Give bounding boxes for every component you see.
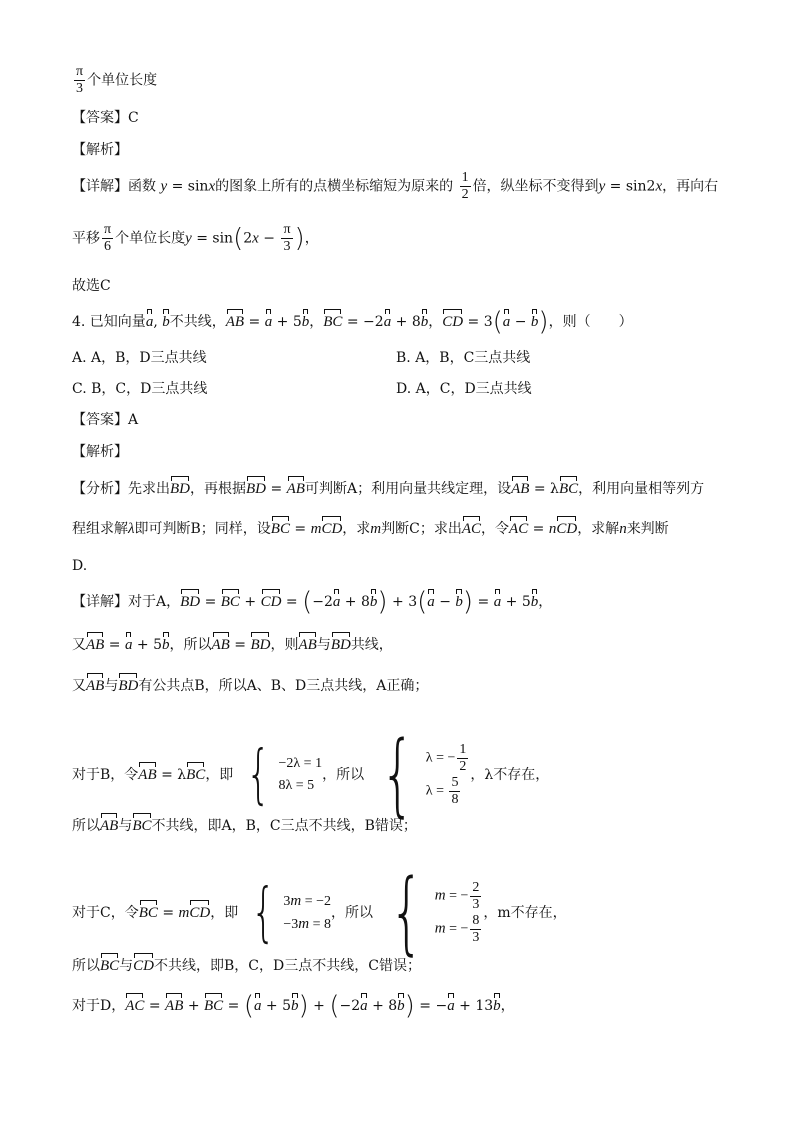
detail-1: 【详解】函数 y = sinx的图象上所有的点横坐标缩短为原来的 $\frac{1}{2}$ 倍，纵坐标不变得到y = sin2x，再向右 <box>72 170 719 202</box>
text: 共线， <box>350 637 393 653</box>
fraction-pi-3: $\frac{\pi}{3}$ <box>76 64 84 96</box>
text: 有公共点B，所以A、B、D三点共线，A正确； <box>138 678 429 694</box>
analysis-para-1: 【分析】先求出BD，再根据BD = AB可判断A；利用向量共线定理，设AB = λBC，利用向量相等列方 <box>72 481 705 497</box>
text: 所以 <box>72 958 100 974</box>
detail-c: 对于C，令BC = mCD，即 { 3m = −2 −3m = 8 ，所以 { m = − $\frac{2}{3}$ m = − $\frac{8}{3}$ ，m不存在， <box>72 860 567 965</box>
text: ，再根据 <box>190 481 246 497</box>
text: 即可判断B；同样，设 <box>134 521 271 537</box>
fraction-half: $\frac{1}{2}$ <box>461 170 469 202</box>
text: ，所以 <box>322 767 365 783</box>
analysis-para-3: D. <box>72 558 88 574</box>
text: 不共线，即B，C，D三点不共线，C错误； <box>154 958 421 974</box>
answer-1: 【答案】C <box>72 110 139 126</box>
text: 与 <box>104 678 119 694</box>
option-d: D. A，C，D三点共线 <box>396 381 532 397</box>
text: 的图象上所有的点横坐标缩短为原来的 <box>215 178 454 195</box>
option-b: B. A，B，C三点共线 <box>396 350 531 366</box>
text: 【分析】先求出 <box>72 481 170 497</box>
detail-b: 对于B，令AB = λBC，即 { −2λ = 1 8λ = 5 ，所以 { λ = − $\frac{1}{2}$ λ = $\frac{5}{8}$ ，λ不存在， <box>72 722 550 827</box>
text: 对于C，令 <box>72 905 139 921</box>
detail-a-2: 又AB = a + 5b，所以AB = BD，则AB与BD共线， <box>72 637 393 653</box>
text: 又 <box>72 678 86 694</box>
fraction-pi-6: $\frac{\pi}{6}$ <box>104 222 112 254</box>
text: 个单位长度 <box>87 72 158 89</box>
fraction-pi-3b: $\frac{\pi}{3}$ <box>283 222 291 254</box>
conclusion: 故选C <box>72 278 111 294</box>
text: ，利用向量相等列方 <box>578 481 705 497</box>
detail-1-cont: 平移 $\frac{\pi}{6}$ 个单位长度y = sin(2x − $\frac{\pi}{3}$ )， <box>72 222 319 254</box>
option-a: A. A，B，D三点共线 <box>72 350 207 366</box>
text: 平移 <box>72 230 100 247</box>
detail-a-3: 又AB与BD有公共点B，所以A、B、D三点共线，A正确； <box>72 678 429 694</box>
detail-a: 【详解】对于A，BD = BC + CD = (−2a + 8b) + 3(a − b) = a + 5b， <box>72 587 553 617</box>
text: ，令 <box>481 521 510 537</box>
text: ，求 <box>342 521 371 537</box>
detail-d: 对于D，AC = AB + BC = (a + 5b) + (−2a + 8b) = −a + 13b， <box>72 991 515 1021</box>
text: 【详解】对于A， <box>72 594 181 610</box>
analysis-label-1: 【解析】 <box>72 142 128 158</box>
text: 来判断 <box>626 521 669 537</box>
text: 与 <box>118 818 133 834</box>
text: ，所以 <box>169 637 212 653</box>
text: 又 <box>72 637 86 653</box>
answer-2: 【答案】A <box>72 412 139 428</box>
text: ，则（ ） <box>548 314 633 330</box>
text: ，则 <box>270 637 299 653</box>
text: 与 <box>316 637 331 653</box>
line-pi-third <box>72 64 157 97</box>
analysis-label-2: 【解析】 <box>72 444 128 460</box>
text: ，求解 <box>577 521 620 537</box>
analysis-para-2: 程组求解λ即可判断B；同样，设BC = mCD，求m判断C；求出AC，令AC = nCD，求解n来判断 <box>72 521 669 537</box>
text: 【详解】函数 <box>72 178 156 195</box>
text: 对于D， <box>72 998 126 1014</box>
text: 4. 已知向量 <box>72 314 146 330</box>
option-c: C. B，C，D三点共线 <box>72 381 208 397</box>
text: 所以 <box>72 818 100 834</box>
text: ，即 <box>205 767 234 783</box>
detail-b-2: 所以AB与BC不共线，即A，B，C三点不共线，B错误； <box>72 818 417 834</box>
text: 判断C；求出 <box>381 521 462 537</box>
text: ，m不存在， <box>483 905 567 921</box>
text: 与 <box>119 958 134 974</box>
text: 可判断A；利用向量共线定理，设 <box>304 481 512 497</box>
text: 个单位长度 <box>115 230 186 247</box>
text: 程组求解 <box>72 521 128 537</box>
question-4: 4. 已知向量a, b不共线，AB = a + 5b，BC = −2a + 8b，CD = 3(a − b)，则（ ） <box>72 307 633 337</box>
text: 不共线，即A，B，C三点不共线，B错误； <box>151 818 417 834</box>
text: 对于B，令 <box>72 767 139 783</box>
text: ，λ不存在， <box>470 767 550 783</box>
text: ，再向右 <box>662 178 719 195</box>
detail-c-2: 所以BC与CD不共线，即B，C，D三点不共线，C错误； <box>72 958 421 974</box>
text: 不共线， <box>169 314 226 330</box>
text: ，即 <box>210 905 239 921</box>
text: 倍，纵坐标不变得到 <box>472 178 599 195</box>
text: ，所以 <box>331 905 374 921</box>
